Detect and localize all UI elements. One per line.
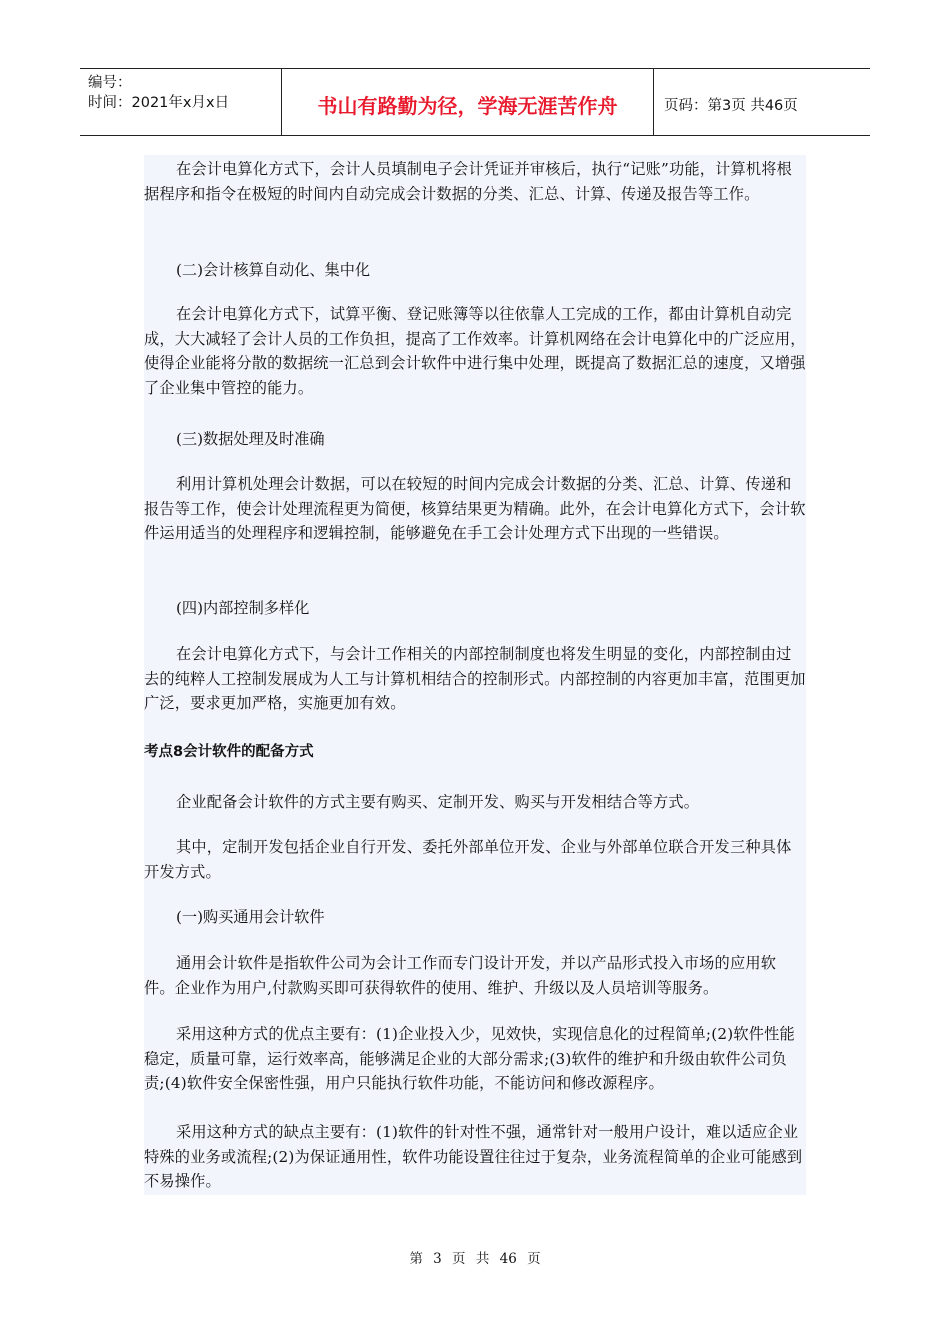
subheading: (二)会计核算自动化、集中化 (176, 261, 371, 279)
paragraph: 企业配备会计软件的方式主要有购买、定制开发、购买与开发相结合等方式。 (176, 793, 700, 811)
page-header (80, 68, 870, 136)
paragraph: 采用这种方式的缺点主要有：(1)软件的针对性不强，通常针对一般用户设计，难以适应企业特殊的业务或流程;(2)为保证通用性，软件功能设置往往过于复杂，业务流程简单的企业可能感到不易操作。 (144, 1123, 803, 1190)
subheading: (一)购买通用会计软件 (176, 908, 325, 926)
content-block (144, 155, 806, 1195)
paragraph: 采用这种方式的优点主要有：(1)企业投入少，见效快，实现信息化的过程简单;(2)软件性能稳定，质量可靠，运行效率高，能够满足企业的大部分需求;(3)软件的维护和升级由软件公司负责;(4)软件安全保密性强，用户只能执行软件功能，不能访问和修改源程序。 (144, 1025, 795, 1092)
header-page-info: 页码：第3页 共46页 (664, 97, 798, 114)
header-motto: 书山有路勤为径，学海无涯苦作舟 (282, 69, 654, 135)
number-label: 编号： (88, 75, 132, 91)
paragraph: 在会计电算化方式下，会计人员填制电子会计凭证并审核后，执行“记账”功能，计算机将根据程序和指令在极短的时间内自动完成会计数据的分类、汇总、计算、传递及报告等工作。 (144, 160, 793, 203)
paragraph: 利用计算机处理会计数据，可以在较短的时间内完成会计数据的分类、汇总、计算、传递和报告等工作，使会计处理流程更为简便，核算结果更为精确。此外，在会计电算化方式下，会计软件运用适当的处理程序和逻辑控制，能够避免在手工会计处理方式下出现的一些错误。 (144, 475, 806, 542)
header-meta (80, 69, 282, 135)
paragraph: 在会计电算化方式下，与会计工作相关的内部控制制度也将发生明显的变化，内部控制由过去的纯粹人工控制发展成为人工与计算机相结合的控制形式。内部控制的内容更加丰富，范围更加广泛，要求更加严格，实施更加有效。 (144, 645, 806, 712)
paragraph: 其中，定制开发包括企业自行开发、委托外部单位开发、企业与外部单位联合开发三种具体开发方式。 (144, 838, 792, 881)
time-label: 时间：2021年x月x日 (88, 95, 230, 111)
page-footer: 第 3 页 共 46 页 (409, 1251, 541, 1267)
subheading: (三)数据处理及时准确 (176, 430, 325, 448)
paragraph: 通用会计软件是指软件公司为会计工作而专门设计开发，并以产品形式投入市场的应用软件。企业作为用户,付款购买即可获得软件的使用、维护、升级以及人员培训等服务。 (144, 954, 777, 997)
paragraph: 在会计电算化方式下，试算平衡、登记账簿等以往依靠人工完成的工作，都由计算机自动完成，大大减轻了会计人员的工作负担，提高了工作效率。计算机网络在会计电算化中的广泛应用，使得企业能将分散的数据统一汇总到会计软件中进行集中处理，既提高了数据汇总的速度，又增强了企业集中管控的能力。 (144, 305, 806, 397)
subheading: (四)内部控制多样化 (176, 599, 310, 617)
section-heading: 考点8会计软件的配备方式 (144, 744, 314, 760)
